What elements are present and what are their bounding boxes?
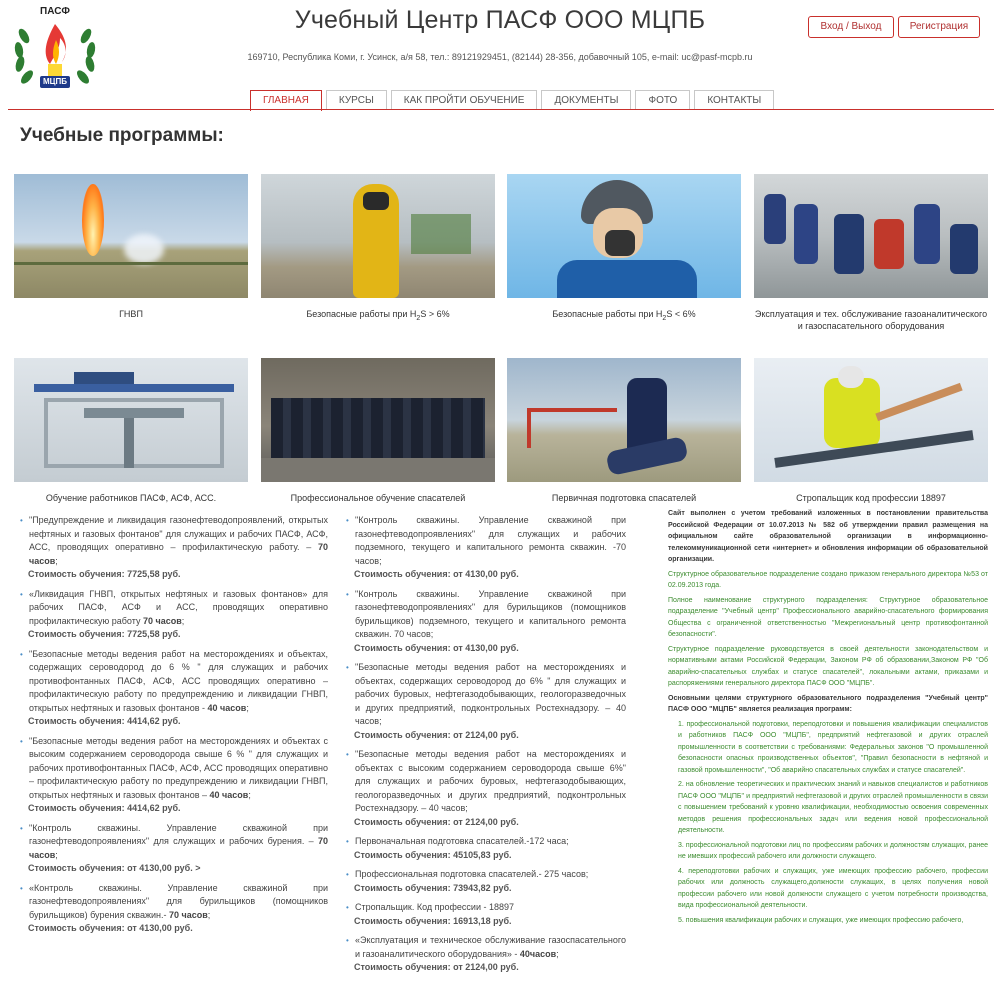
- program-item[interactable]: [346, 588, 626, 656]
- info-paragraph: Структурное подразделение руководствуется в своей деятельности законодательством и нормативными актами Российской Федерации, Законом РФ об образовании,Законом РФ "Об аварийно-спасательных службах и статусе спасателей", локальными актами, приказами и распоряжениями генерального директора ПАСФ ООО "МЦПБ".: [668, 645, 988, 687]
- program-photo-gas-equipment: [754, 174, 988, 298]
- program-caption: ГНВП: [119, 309, 143, 319]
- program-price: Стоимость обучения: 4414,62 руб.: [28, 803, 181, 813]
- program-tail: ;: [246, 702, 249, 713]
- program-text: "Безопасные методы ведения работ на месторождениях и объектах, содержащих сероводород до 6% " для служащих и рабочих буровых, нефтегазодобывающих, геологоразведочных и других предприятий, подконтрольных Ростехнадзору. – 40 часов;: [355, 662, 626, 726]
- program-description: [20, 588, 328, 629]
- program-description: [346, 835, 626, 849]
- program-card-h2s-over-6[interactable]: [261, 174, 495, 325]
- program-item[interactable]: [20, 648, 328, 729]
- program-tail: ;: [248, 789, 251, 800]
- program-price: Стоимость обучения: от 2124,00 руб.: [354, 729, 519, 740]
- program-photo-rescuer-primary: [507, 358, 741, 482]
- program-photo-gnvp: [14, 174, 248, 298]
- program-text: "Контроль скважины. Управление скважиной при газонефтеводопроявлениях" для бурильщиков (помощников бурильщиков) подземного, текущего и капитального ремонта скважин. 70 часов;: [355, 588, 626, 639]
- program-text: «Эксплуатация и техническое обслуживание газоспасательного и газоаналитического оборудования» -: [355, 935, 626, 959]
- program-tail: ;: [207, 909, 211, 920]
- program-caption: Эксплуатация и тех. обслуживание газоаналитического и газоспасательного оборудования: [754, 309, 988, 331]
- contacts-line: 169710, Республика Коми, г. Усинск, а/я 58, тел.: 89121929451, (82144) 28-356, добавочный 105, e-mail: uc@pasf-mcpb.ru: [247, 52, 753, 62]
- program-item[interactable]: [346, 934, 626, 975]
- program-text: «Контроль скважины. Управление скважиной при газонефтеводопроявлениях" для бурильщиков (помощников бурильщиков) бурения скважин.-: [29, 882, 328, 920]
- program-price: Стоимость обучения: 16913,18 руб.: [354, 915, 512, 926]
- program-text: Первоначальная подготовка спасателей.-172 часа;: [355, 836, 569, 846]
- program-price: Стоимость обучения: 7725,58 руб.: [28, 629, 181, 639]
- program-description: [346, 748, 626, 816]
- section-title: Учебные программы:: [20, 125, 224, 146]
- program-hours: 40часов: [519, 948, 557, 959]
- program-tail: ;: [556, 948, 559, 959]
- program-price: Стоимость обучения: от 4130,00 руб. >: [28, 863, 201, 873]
- program-caption: Первичная подготовка спасателей: [551, 493, 697, 503]
- program-hours: 40 часов: [209, 789, 249, 800]
- info-paragraph: Структурное образовательное подразделение создано приказом генерального директора №53 от 02.09.2013 года.: [668, 570, 988, 589]
- program-card-rescuer-primary[interactable]: [507, 358, 741, 504]
- program-description: [346, 934, 626, 961]
- program-photo-pasf-training: [14, 358, 248, 482]
- program-description: [20, 648, 328, 716]
- program-price: Стоимость обучения: от 4130,00 руб.: [354, 569, 519, 579]
- program-tail: ;: [181, 615, 185, 626]
- bullet-icon: •: [20, 736, 23, 746]
- program-price: Стоимость обучения: от 2124,00 руб.: [354, 962, 519, 972]
- program-card-h2s-under-6[interactable]: [507, 174, 741, 325]
- logo-bottom-text: МЦПБ: [42, 77, 67, 86]
- program-description: [20, 514, 328, 568]
- tab-home[interactable]: ГЛАВНАЯ: [250, 90, 322, 111]
- program-description: [346, 868, 626, 882]
- program-price: Стоимость обучения: 4414,62 руб.: [28, 716, 181, 726]
- program-item[interactable]: [346, 868, 626, 895]
- program-text: "Безопасные методы ведения работ на месторождениях и объектах с высоким содержанием сероводорода свыше 6%" для служащих и рабочих буровых, нефтегазодобывающих, геологоразведочных и других предприятий, подконтрольных Ростехнадзору. – 40 часов;: [355, 749, 626, 813]
- main-nav: [250, 90, 774, 110]
- program-text: "Безопасные методы ведения работ на месторождениях и объектах с высоким содержанием сероводорода свыше 6 % " для служащих и рабочих противофонтанных ПАСФ, АСФ, АСС проводящих оперативно – профилактическую работу по предупреждению и ликвидации ГНВП, открытых нефтяных и газовых фонтанов –: [29, 735, 328, 800]
- program-photo-rescuer-professional: [261, 358, 495, 482]
- program-description: [20, 822, 328, 863]
- program-item[interactable]: [346, 901, 626, 928]
- program-description: [346, 901, 626, 915]
- program-caption: Безопасные работы при $H_2S > 6\%$: [306, 309, 450, 322]
- info-goal-item: 1. профессиональной подготовки, переподготовки и повышения квалификации специалистов и работников ПАСФ ООО "МЦПБ", предприятий нефтегазовой и других отраслей промышленности в соответствии с требованиями: Федеральных законов "О промышленной безопасности опасных производственных объектов", "Правил безопасности в нефтяной и газовой промышленности", "Об аварийно спасательных службах и статусе спасателей".: [678, 720, 988, 774]
- program-description: [346, 588, 626, 642]
- bullet-icon: •: [346, 903, 349, 912]
- info-goals-list: [668, 719, 988, 927]
- program-hours: 40 часов: [207, 702, 247, 713]
- tab-contacts[interactable]: КОНТАКТЫ: [694, 90, 774, 110]
- program-price: Стоимость обучения: 7725,58 руб.: [28, 569, 181, 579]
- program-card-slinger[interactable]: [754, 358, 988, 504]
- program-hours: 70 часов: [142, 615, 182, 626]
- program-description: [20, 735, 328, 803]
- bullet-icon: •: [20, 516, 23, 525]
- program-description: [346, 514, 626, 568]
- program-price: Стоимость обучения: от 4130,00 руб.: [28, 923, 193, 933]
- program-text: Профессиональная подготовка спасателей.- 275 часов;: [355, 869, 589, 879]
- program-photo-h2s-over-6: [261, 174, 495, 298]
- program-caption: Безопасные работы при $H_2S < 6\%$: [552, 309, 696, 322]
- programs-list-1: [20, 514, 328, 942]
- logo-top-text: ПАСФ: [40, 6, 70, 17]
- header-divider: [8, 109, 994, 110]
- tab-photo[interactable]: ФОТО: [635, 90, 690, 110]
- bullet-icon: •: [346, 663, 349, 672]
- program-hours: 70 часов: [168, 909, 208, 920]
- logo[interactable]: [10, 6, 100, 98]
- bullet-icon: •: [20, 883, 23, 893]
- bullet-icon: •: [346, 750, 349, 759]
- program-item[interactable]: [20, 882, 328, 936]
- bullet-icon: •: [346, 870, 349, 879]
- info-goals: Основными целями структурного образовательного подразделения "Учебный центр" ПАСФ ООО "МЦПБ" является реализация программ:: [668, 694, 988, 713]
- bullet-icon: •: [346, 516, 349, 525]
- program-description: [346, 661, 626, 729]
- bullet-icon: •: [346, 936, 349, 945]
- program-tail: ;: [55, 849, 58, 860]
- programs-list-2: [346, 514, 626, 981]
- program-description: [20, 882, 328, 923]
- info-panel: [668, 508, 988, 929]
- bullet-icon: •: [346, 589, 349, 599]
- info-goal-item: 2. на обновление теоретических и практических знаний и навыков специалистов и работников ПАСФ ООО "МЦПБ" и предприятий нефтегазовой и других отраслей промышленности в связи с повышением требований к уровню квалификации, необходимостью освоения современных методов решения профессиональных задач или ведения новой профессиональной деятельности.: [678, 781, 988, 834]
- tab-how-to-enroll[interactable]: КАК ПРОЙТИ ОБУЧЕНИЕ: [391, 90, 538, 110]
- program-price: Стоимость обучения: от 4130,00 руб.: [354, 642, 519, 653]
- bullet-icon: •: [346, 837, 349, 846]
- program-photo-slinger: [754, 358, 988, 482]
- info-goal-item: 5. повышения квалификации рабочих и служащих, уже имеющих профессию рабочего,: [678, 916, 964, 924]
- bullet-icon: •: [20, 589, 23, 599]
- login-button[interactable]: Вход / Выход: [808, 16, 894, 38]
- program-item[interactable]: [20, 514, 328, 582]
- program-caption: Стропальщик код профессии 18897: [796, 493, 946, 503]
- program-caption: Профессиональное обучение спасателей: [290, 493, 466, 503]
- program-tail: ;: [55, 555, 58, 566]
- bullet-icon: •: [20, 649, 23, 659]
- info-goal-item: 3. профессиональной подготовки лиц по профессиям рабочих и должностям служащих, ранее не имевших профессий рабочего или должности служащего.: [678, 841, 988, 860]
- program-hours: 70 часов: [29, 542, 328, 566]
- program-item[interactable]: [346, 661, 626, 742]
- program-item[interactable]: [346, 835, 626, 862]
- program-card-gas-equipment[interactable]: [754, 174, 988, 332]
- program-text: "Контроль скважины. Управление скважиной при газонефтеводопроявлениях" для служащих и рабочих подземного, текущего и капитального ремонта скважин. -70 часов;: [355, 515, 626, 566]
- program-text: "Предупреждение и ликвидация газонефтеводопроявлений, открытых нефтяных и газовых фонтанов" для служащих и рабочих ПАСФ, АСФ, АСС, проводящих оперативно – профилактическую работу. –: [29, 515, 328, 552]
- program-item[interactable]: [346, 748, 626, 829]
- program-photo-h2s-under-6: [507, 174, 741, 298]
- program-price: Стоимость обучения: от 2124,00 руб.: [354, 816, 519, 827]
- program-card-pasf-training[interactable]: [14, 358, 248, 504]
- program-item[interactable]: [346, 514, 626, 582]
- site-title: Учебный Центр ПАСФ ООО МЦПБ: [294, 6, 706, 34]
- tab-courses[interactable]: КУРСЫ: [326, 90, 387, 110]
- info-heading: Сайт выполнен с учетом требований изложенных в постановлении правительства Российской Федерации от 10.07.2013 № 582 об утверждении правил размещения на официальном сайте образовательной организации в информационно-телекоммуникационной сети «интернет» и обновления информации об образовательной организации.: [668, 510, 988, 563]
- program-item[interactable]: [20, 735, 328, 816]
- program-text: "Контроль скважины. Управление скважиной при газонефтеводопроявлениях" для служащих и рабочих бурения. –: [29, 822, 328, 846]
- program-text: Стропальщик. Код профессии - 18897: [355, 902, 514, 912]
- info-paragraph: Полное наименование структурного подразделения: Структурное образовательное подразделение "Учебный центр" Профессионального аварийно-спасательного формирования Общества с ограниченной ответственностью "Межрегиональный центр противофонтанной безопасности".: [668, 596, 988, 638]
- register-button[interactable]: Регистрация: [898, 16, 980, 38]
- program-text: "Безопасные методы ведения работ на месторождениях и объектах, содержащих сероводород до 6 % " для служащих и рабочих противофонтанных ПАСФ, АСФ, АСС проводящих оперативно – профилактическую работу по предупреждению и ликвидации ГНВП, открытых нефтяных и газовых фонтанов -: [29, 648, 328, 713]
- program-price: Стоимость обучения: 45105,83 руб.: [354, 849, 512, 860]
- program-hours: 70 часов: [29, 836, 328, 860]
- program-item[interactable]: [20, 822, 328, 876]
- program-price: Стоимость обучения: 73943,82 руб.: [354, 882, 512, 893]
- program-text: «Ликвидация ГНВП, открытых нефтяных и газовых фонтанов» для рабочих ПАСФ, АСФ и АСС, проводящих оперативно профилактическую работу: [29, 588, 328, 626]
- program-card-gnvp[interactable]: [14, 174, 248, 320]
- info-goal-item: 4. переподготовки рабочих и служащих, уже имеющих профессию рабочего, профессии рабочих или должность служащего,должности служащих, в целях получения новой профессии рабочего или новой должности служащего с учетом потребности производства, вида профессиональной деятельности.: [678, 867, 988, 909]
- program-item[interactable]: [20, 588, 328, 642]
- tab-documents[interactable]: ДОКУМЕНТЫ: [541, 90, 631, 110]
- program-caption: Обучение работников ПАСФ, АСФ, АСС.: [45, 493, 217, 503]
- bullet-icon: •: [20, 823, 23, 833]
- program-card-rescuer-professional[interactable]: [261, 358, 495, 504]
